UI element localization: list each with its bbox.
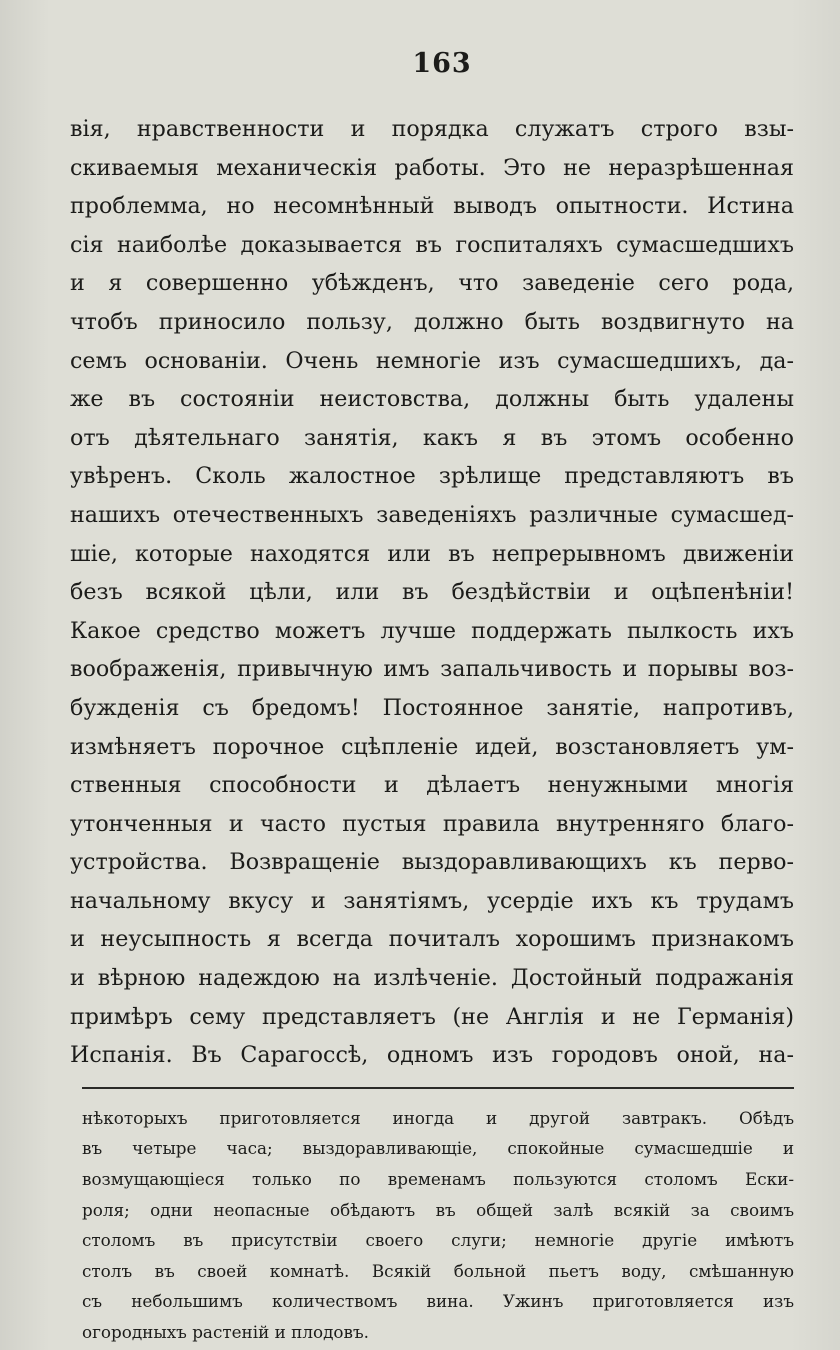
footnote-text <box>70 1103 794 1348</box>
body-line: сія наиболѣе доказывается въ госпиталяхъ сумасшедшихъ <box>70 231 794 258</box>
body-line: и неусыпность я всегда почиталъ хорошимъ признакомъ <box>70 926 794 953</box>
body-line: измѣняетъ порочное сцѣпленіе идей, возстановляетъ ум- <box>70 733 794 760</box>
body-line: примѣръ сему представляетъ (не Англія и не Германія) <box>70 1003 794 1030</box>
footnote-line: нѣкоторыхъ приготовляется иногда и другой завтракъ. Обѣдъ <box>82 1107 794 1128</box>
body-line: увѣренъ. Сколь жалостное зрѣлище представляютъ въ <box>70 463 794 490</box>
body-line: безъ всякой цѣли, или въ бездѣйствіи и оцѣпенѣніи! <box>70 579 794 606</box>
body-line: семъ основаніи. Очень немногіе изъ сумасшедшихъ, да- <box>70 347 794 374</box>
footnote-line: столъ въ своей комнатѣ. Всякій больной пьетъ воду, смѣшанную <box>82 1260 794 1281</box>
body-line: вія, нравственности и порядка служатъ строго взы- <box>70 116 794 142</box>
body-line: и вѣрною надеждою на излѣченіе. Достойный подражанія <box>70 965 794 992</box>
body-line: утонченныя и часто пустыя правила внутренняго благо- <box>70 810 794 837</box>
body-line: нашихъ отечественныхъ заведеніяхъ различные сумасшед- <box>70 501 794 528</box>
footnote-line: роля; одни неопасные обѣдаютъ въ общей залѣ всякій за своимъ <box>82 1199 794 1220</box>
footnote-line: огородныхъ растеній и плодовъ. <box>82 1322 369 1342</box>
body-line: Какое средство можетъ лучше поддержать пылкость ихъ <box>70 617 794 644</box>
body-line: бужденія съ бредомъ! Постоянное занятіе, напротивъ, <box>70 694 794 721</box>
footnote-divider <box>82 1087 794 1089</box>
footnote-line: возмущающіеся только по временамъ пользуются столомъ Еcки- <box>82 1169 794 1190</box>
footnote-line: столомъ въ присутствіи своего слуги; немногіе другіе имѣютъ <box>82 1230 794 1251</box>
body-line: чтобъ приносило пользу, должно быть воздвигнуто на <box>70 308 794 335</box>
body-text <box>70 110 794 1075</box>
body-line: ственныя способности и дѣлаетъ ненужными многія <box>70 772 794 799</box>
body-line: скиваемыя механическія работы. Это не неразрѣшенная <box>70 154 794 181</box>
body-line: и я совершенно убѣжденъ, что заведеніе сего рода, <box>70 270 794 297</box>
body-line: отъ дѣятельнаго занятія, какъ я въ этомъ особенно <box>70 424 794 451</box>
body-line: шіе, которые находятся или въ непрерывномъ движеніи <box>70 540 794 567</box>
body-line: устройства. Возвращеніе выздоравливающихъ къ перво- <box>70 849 794 876</box>
page-number: 163 <box>412 48 472 79</box>
body-line: воображенія, привычную имъ запальчивость и порывы воз- <box>70 656 794 683</box>
body-line: Испанія. Въ Сарагоссѣ, одномъ изъ городовъ оной, на- <box>70 1042 794 1069</box>
body-line: проблемма, но несомнѣнный выводъ опытности. Истина <box>70 193 794 220</box>
body-line: же въ состояніи неистовства, должны быть удалены <box>70 386 794 413</box>
footnote-line: съ небольшимъ количествомъ вина. Ужинъ приготовляется изъ <box>82 1291 794 1312</box>
body-line: начальному вкусу и занятіямъ, усердіе ихъ къ трудамъ <box>70 887 794 914</box>
footnote-line: въ четыре часа; выздоравливающіе, спокойные сумасшедшіе и <box>82 1138 794 1159</box>
